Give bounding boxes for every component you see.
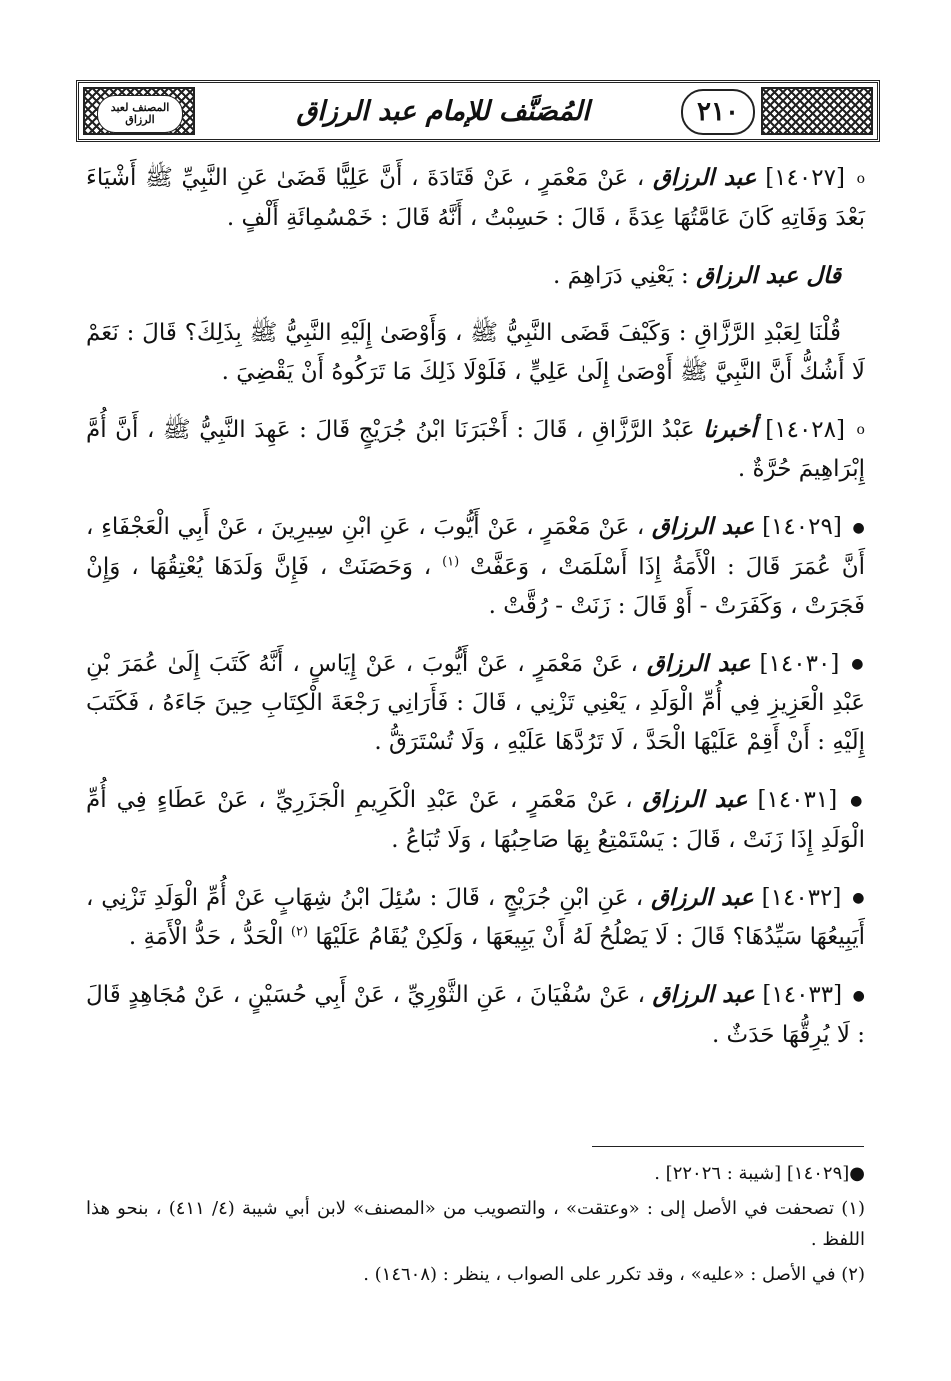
- hadith-number: [١٤٠٢٧]: [765, 165, 845, 191]
- hadith-source: عبد الرزاق: [646, 649, 751, 677]
- hadith-body: ، عَنْ سُفْيَانَ ، عَنِ الثَّوْرِيِّ ، عَنْ أَبِي حُسَيْنٍ ، عَنْ مُجَاهِدٍ قَالَ : لَا يُرِقُّهَا حَدَثٌ .: [86, 982, 865, 1048]
- book-emblem: المصنف لعبد الرزاق: [97, 95, 183, 133]
- hadith-text: [86, 158, 865, 1073]
- hadith-number: [١٤٠٣١]: [757, 787, 838, 813]
- hadith-source: عبد الرزاق: [651, 513, 755, 540]
- hadith-body: ، عَنْ مَعْمَرٍ ، عَنْ أَيُّوبَ ، عَنْ إِيَاسٍ ، أَنَّهُ كَتَبَ إِلَىٰ عُمَرَ بْنِ عَبْدِ الْعَزِيزِ فِي أُمِّ الْوَلَدِ ، يَعْنِي تَزْنِي ، قَالَ : فَأَرَانِي رَجْعَةَ الْكِتَابِ حِينَ جَاءَهُ ، فَكَتَبَ إِلَيْهِ : أَنْ أَقِمْ عَلَيْهَا الْحَدَّ ، لَا تَرُدَّهَا عَلَيْهِ ، وَلَا تُسْتَرَقُّ .: [86, 650, 865, 755]
- filled-bullet-icon: ●: [850, 792, 866, 809]
- commentary-body: قُلْنَا لِعَبْدِ الرَّزَّاقِ : وَكَيْفَ قَضَى النَّبِيُّ ﷺ ، وَأَوْصَىٰ إِلَيْهِ النَّبِيُّ ﷺ بِذَلِكَ؟ قَالَ : نَعَمْ لَا أَشُكُّ أَنَّ النَّبِيَّ ﷺ أَوْصَىٰ إِلَىٰ عَلِيٍّ ، فَلَوْلَا ذَلِكَ مَا تَرَكُوهُ أَنْ يَقْضِيَ .: [86, 319, 865, 385]
- hadith-14032: [86, 878, 865, 958]
- hadith-14031: [86, 780, 865, 860]
- header-ornament-left: [83, 87, 195, 135]
- hadith-body: ، عَنْ مَعْمَرٍ ، عَنْ قَتَادَةَ ، أَنَّ عَلِيًّا قَضَىٰ عَنِ النَّبِيِّ ﷺ أَشْيَاءَ بَعْدَ وَفَاتِهِ كَانَ عَامَّتُهَا عِدَةً ، قَالَ : حَسِبْتُ ، أَنَّهُ قَالَ : خَمْسُمِائَةِ أَلْفٍ .: [86, 165, 865, 231]
- hadith-body-continued: الْحَدُّ ، حَدُّ الْأَمَةِ .: [128, 924, 284, 950]
- hadith-14033: [86, 975, 865, 1055]
- hadith-14030: [86, 644, 865, 763]
- hadith-body: ، عَنِ ابْنِ جُرَيْجٍ ، قَالَ : سُئِلَ ابْنُ شِهَابٍ عَنْ أُمِّ الْوَلَدِ تَزْنِي ، أَيَبِيعُهَا سَيِّدُهَا؟ قَالَ : لَا يَصْلُحُ لَهُ أَنْ يَبِيعَهَا ، وَلَكِنْ يُقَامُ عَلَيْهَا: [86, 884, 865, 950]
- hadith-source: عبد الرزاق: [653, 164, 757, 191]
- filled-bullet-icon: ●: [852, 987, 865, 1004]
- hadith-source: عبد الرزاق: [652, 981, 755, 1008]
- hadith-number: [١٤٠٢٩]: [762, 514, 842, 540]
- filled-bullet-icon: ●: [852, 890, 866, 906]
- page-header: [76, 80, 880, 142]
- hollow-bullet-icon: ο: [856, 422, 865, 438]
- footnote-2: (٢) في الأصل : «عليه» ، وقد تكرر على الصواب ، ينظر : (١٤٦٠٨) .: [363, 1264, 865, 1285]
- hadith-body: ، عَنْ مَعْمَرٍ ، عَنْ عَبْدِ الْكَرِيمِ الْجَزَرِيِّ ، عَنْ عَطَاءٍ فِي أُمِّ الْوَلَدِ إِذَا زَنَتْ ، قَالَ : يَسْتَمْتِعُ بِهَا صَاحِبُهَا ، وَلَا تُبَاعُ .: [86, 787, 865, 853]
- filled-bullet-icon: ●: [852, 519, 865, 536]
- hadith-source: أخبرنا: [703, 415, 757, 443]
- footnote-cross-reference: ●[١٤٠٢٩] [شيبة : ٢٢٠٢٦] .: [654, 1163, 865, 1184]
- footnote-divider: [592, 1146, 864, 1147]
- commentary-paragraph: [86, 314, 865, 392]
- running-title: المُصَنَّف للإمام عبد الرزاق: [296, 95, 590, 127]
- hadith-14028: [86, 410, 865, 490]
- commentary-source: قال عبد الرزاق: [696, 261, 841, 289]
- footnote-1: (١) تصحفت في الأصل إلى : «وعتقت» ، والتصويب من «المصنف» لابن أبي شيبة (٤/ ٤١١) ، بنحو هذا اللفظ .: [86, 1198, 865, 1250]
- hadith-source: عبد الرزاق: [642, 786, 748, 813]
- hadith-number: [١٤٠٢٨]: [765, 416, 846, 443]
- hadith-body: ، عَنْ مَعْمَرٍ ، عَنْ أَيُّوبَ ، عَنِ ابْنِ سِيرِينَ ، عَنْ أَبِي الْعَجْفَاءِ ، أَنَّ عُمَرَ قَالَ : الْأَمَةُ إِذَا أَسْلَمَتْ ، وَعَفَّتْ: [86, 514, 866, 580]
- hadith-number: [١٤٠٣٣]: [762, 982, 843, 1008]
- hadith-14029: [86, 507, 865, 626]
- footnotes: [86, 1158, 865, 1294]
- commentary-body: : يَعْنِي دَرَاهِمَ .: [553, 262, 689, 289]
- footnote-ref-1: (١): [442, 553, 460, 569]
- hadith-number: [١٤٠٣٠]: [759, 650, 840, 677]
- hadith-body: عَبْدُ الرَّزَّاقِ ، قَالَ : أَخْبَرَنَا ابْنُ جُرَيْجٍ قَالَ : عَهِدَ النَّبِيُّ ﷺ ، أَنَّ أُمَّ إِبْرَاهِيمَ حُرَّةٌ .: [86, 416, 865, 482]
- hadith-source: عبد الرزاق: [651, 883, 754, 911]
- hollow-bullet-icon: ο: [856, 170, 866, 187]
- footnote-ref-2: (٢): [290, 924, 309, 940]
- hadith-14027: [86, 158, 865, 238]
- hadith-body-continued: ، وَحَصَنَتْ ، فَإِنَّ وَلَدَهَا يُعْتِقُهَا ، وَإِنْ فَجَرَتْ ، وَكَفَرَتْ - أَوْ قَالَ : زَنَتْ - رُقَّتْ .: [86, 553, 865, 619]
- commentary-line: [86, 256, 841, 296]
- header-ornament-right: [761, 87, 873, 135]
- filled-bullet-icon: ●: [851, 656, 866, 672]
- hadith-number: [١٤٠٣٢]: [761, 884, 842, 911]
- page-number: ٢١٠: [681, 89, 755, 135]
